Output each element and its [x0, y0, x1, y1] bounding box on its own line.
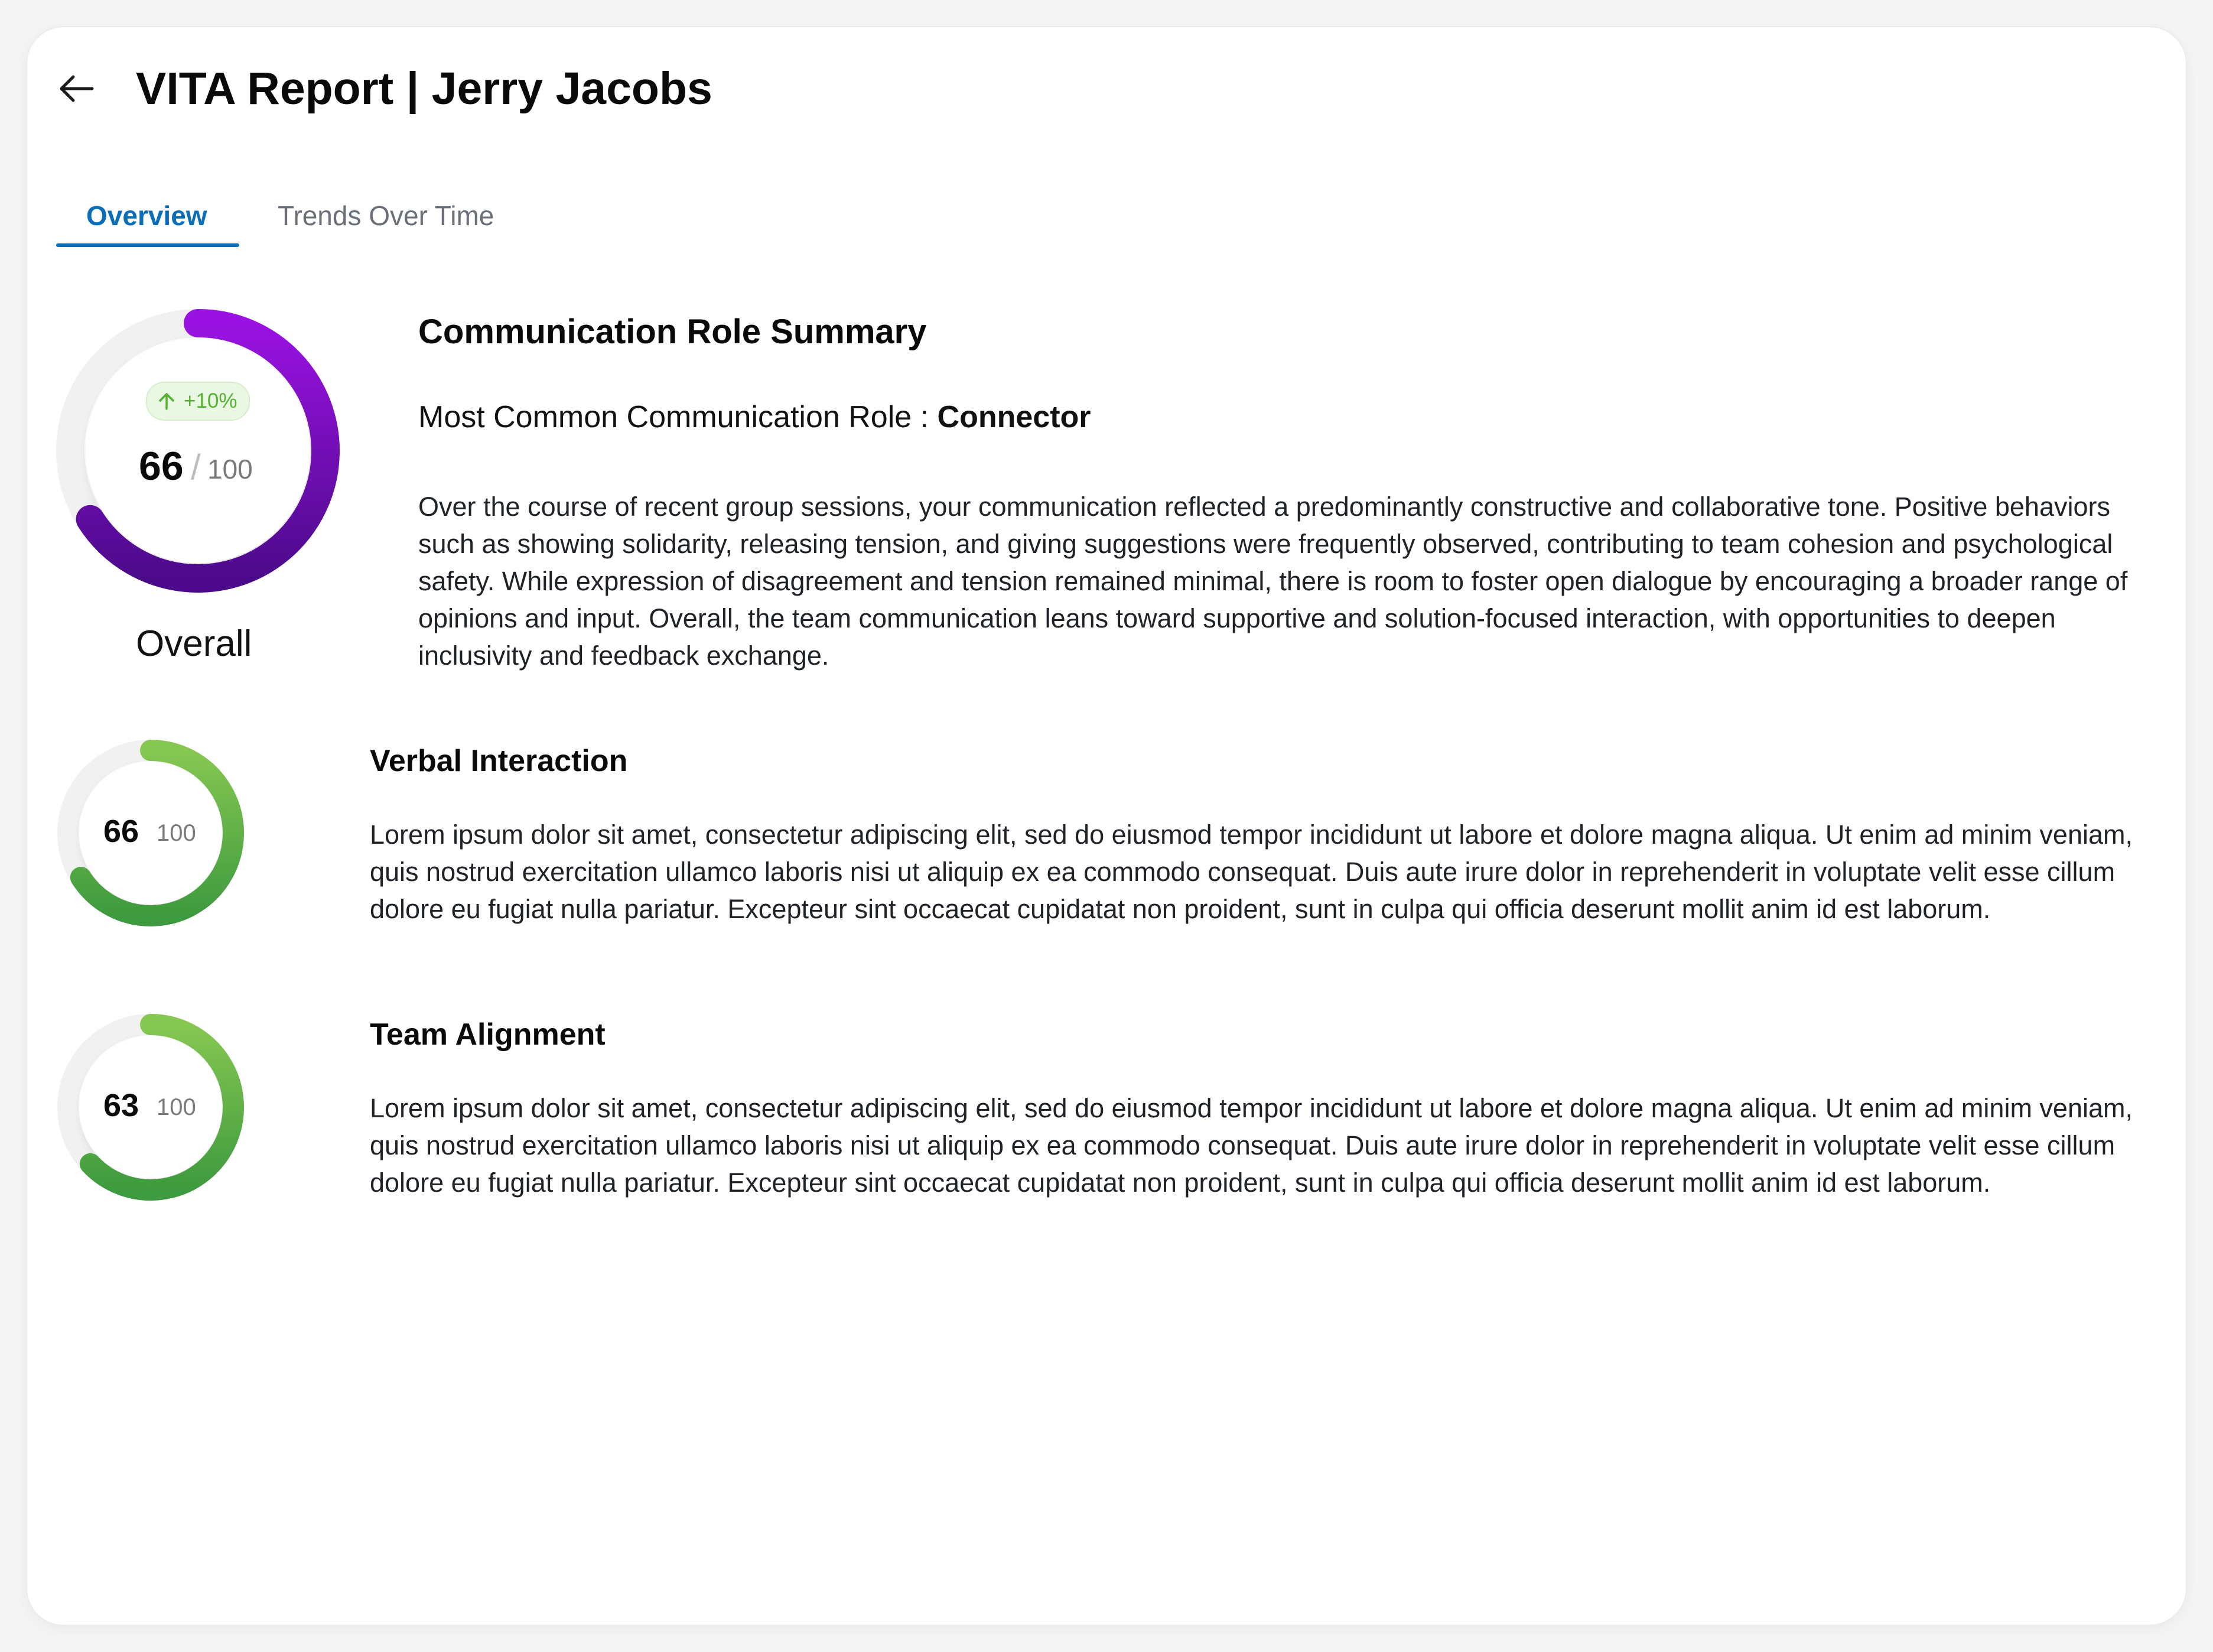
score-change-badge — [146, 382, 250, 421]
score-separator: / — [191, 447, 201, 487]
team-alignment-heading: Team Alignment — [370, 1017, 606, 1052]
summary-heading: Communication Role Summary — [418, 313, 927, 351]
back-button[interactable] — [53, 65, 100, 112]
tab-overview[interactable]: Overview — [86, 200, 207, 231]
verbal-interaction-description: Lorem ipsum dolor sit amet, consectetur adipiscing elit, sed do eiusmod tempor incididunt ut labore et dolore magna aliqua. Ut enim ad minim veniam, quis nostrud exercitation ullamco laboris nisi ut aliquip ex ea commodo consequat. Duis aute irure dolor in reprehenderit in voluptate velit esse cillum dolore eu fugiat nulla pariatur. Excepteur sint occaecat cupidatat non proident, sunt in culpa qui officia deserunt mollit anim id est laborum. — [370, 820, 2133, 924]
team-alignment-score: 63 — [103, 1088, 139, 1123]
most-common-role — [418, 395, 1091, 440]
team-alignment-description: Lorem ipsum dolor sit amet, consectetur adipiscing elit, sed do eiusmod tempor incididunt ut labore et dolore magna aliqua. Ut enim ad minim veniam, quis nostrud exercitation ullamco laboris nisi ut aliquip ex ea commodo consequat. Duis aute irure dolor in reprehenderit in voluptate velit esse cillum dolore eu fugiat nulla pariatur. Excepteur sint occaecat cupidatat non proident, sunt in culpa qui officia deserunt mollit anim id est laborum. — [370, 1093, 2133, 1198]
page-title: VITA Report | Jerry Jacobs — [136, 63, 712, 114]
verbal-interaction-heading: Verbal Interaction — [370, 744, 628, 778]
overall-score-max: 100 — [207, 454, 253, 484]
active-tab-indicator — [56, 243, 239, 247]
overall-score-value: 66 — [139, 444, 184, 489]
team-alignment-max: 100 — [157, 1094, 196, 1120]
summary-paragraph: Over the course of recent group sessions, your communication reflected a predominantly constructive and collaborative tone. Positive behaviors such as showing solidarity, releasing tension, and giving suggestions were frequently observed, contributing to team cohesion and psychological safety. While expression of disagreement and tension remained minimal, there is room to foster open dialogue by encouraging a broader range of opinions and input. Overall, the team communication leans toward supportive and solution-focused interaction, with opportunities to deepen inclusivity and feedback exchange. — [418, 492, 2128, 671]
role-value: Connector — [937, 400, 1091, 434]
team-alignment-gauge — [56, 1013, 245, 1202]
gauge-inner-face — [79, 762, 222, 905]
verbal-interaction-max: 100 — [157, 820, 196, 846]
gauge-inner-face — [79, 1036, 222, 1179]
role-prefix: Most Common Communication Role : — [418, 400, 938, 434]
score-change-value: +10% — [184, 389, 237, 412]
arrow-left-icon — [53, 65, 100, 112]
arrow-up-icon — [155, 390, 178, 412]
tab-trends-over-time[interactable]: Trends Over Time — [278, 200, 494, 231]
verbal-interaction-score: 66 — [103, 814, 139, 849]
overall-score-gauge — [56, 309, 340, 593]
verbal-interaction-gauge — [56, 739, 245, 928]
overall-label: Overall — [136, 623, 252, 664]
